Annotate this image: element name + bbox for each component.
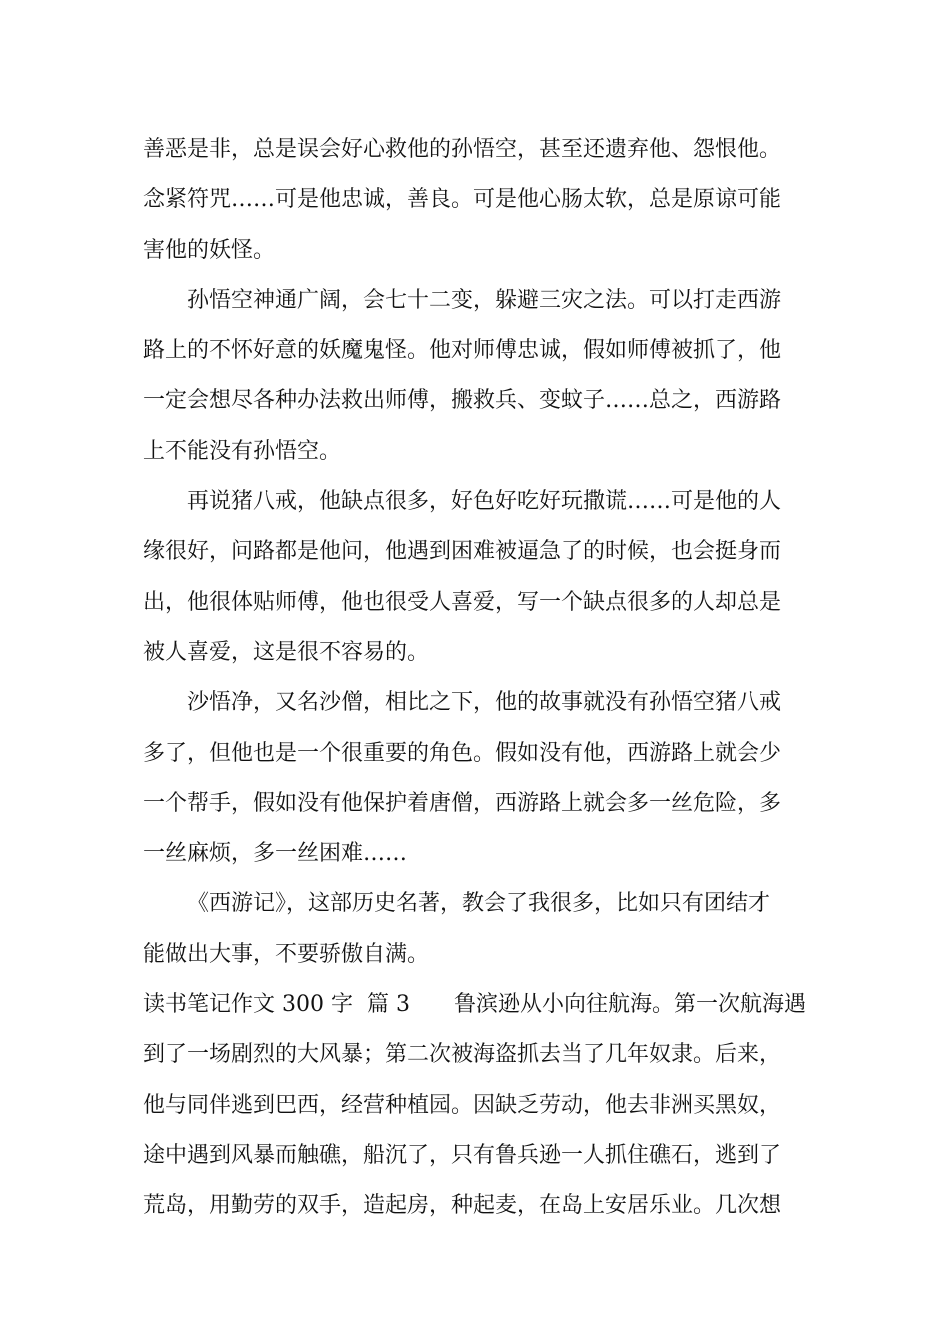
text-line: 路上的不怀好意的妖魔鬼怪。他对师傅忠诚，假如师傅被抓了，他 bbox=[143, 338, 782, 364]
text-line: 再说猪八戒，他缺点很多，好色好吃好玩撒谎……可是他的人 bbox=[187, 489, 782, 515]
text-line: 读书笔记作文 300 字 篇 3 鲁滨逊从小向往航海。第一次航海遇 bbox=[143, 992, 806, 1018]
text-line: 善恶是非，总是误会好心救他的孙悟空，甚至还遗弃他、怨恨他。 bbox=[143, 137, 782, 162]
text-line: 孙悟空神通广阔，会七十二变，躲避三灾之法。可以打走西游 bbox=[187, 287, 782, 313]
paragraph-essay-3-robinson bbox=[143, 980, 808, 1231]
paragraph-zhu-bajie bbox=[143, 477, 808, 678]
text-line: 一个帮手，假如没有他保护着唐僧，西游路上就会多一丝危险，多 bbox=[143, 790, 782, 816]
paragraph-sha-wujing bbox=[143, 678, 808, 879]
text-line: 他与同伴逃到巴西，经营种植园。因缺乏劳动，他去非洲买黑奴， bbox=[143, 1092, 782, 1118]
text-line: 多了，但他也是一个很重要的角色。假如没有他，西游路上就会少 bbox=[143, 740, 782, 766]
paragraph-sun-wukong bbox=[143, 276, 808, 477]
text-line: 《西游记》，这部历史名著，教会了我很多，比如只有团结才 bbox=[187, 891, 771, 917]
text-line: 途中遇到风暴而触礁，船沉了，只有鲁兵逊一人抓住礁石，逃到了 bbox=[143, 1142, 782, 1168]
paragraph-conclusion bbox=[143, 879, 808, 980]
text-line: 缘很好，问路都是他问，他遇到困难被逼急了的时候，也会挺身而 bbox=[143, 539, 782, 565]
text-line: 一丝麻烦，多一丝困难…… bbox=[143, 841, 408, 867]
paragraph-tang-seng bbox=[143, 125, 808, 276]
text-line: 沙悟净，又名沙僧，相比之下，他的故事就没有孙悟空猪八戒 bbox=[187, 690, 782, 716]
text-line: 出，他很体贴师傅，他也很受人喜爱，写一个缺点很多的人却总是 bbox=[143, 589, 782, 615]
text-line: 害他的妖怪。 bbox=[143, 237, 276, 263]
text-line: 上不能没有孙悟空。 bbox=[143, 438, 342, 464]
text-line: 到了一场剧烈的大风暴；第二次被海盗抓去当了几年奴隶。后来， bbox=[143, 1042, 782, 1068]
text-line: 能做出大事，不要骄傲自满。 bbox=[143, 941, 430, 967]
document-body bbox=[143, 125, 808, 1232]
text-line: 荒岛，用勤劳的双手，造起房，种起麦，在岛上安居乐业。几次想 bbox=[143, 1193, 782, 1219]
text-line: 念紧符咒……可是他忠诚，善良。可是他心肠太软，总是原谅可能 bbox=[143, 187, 782, 213]
text-line: 被人喜爱，这是很不容易的。 bbox=[143, 639, 430, 665]
text-line: 一定会想尽各种办法救出师傅，搬救兵、变蚊子……总之，西游路 bbox=[143, 388, 782, 414]
